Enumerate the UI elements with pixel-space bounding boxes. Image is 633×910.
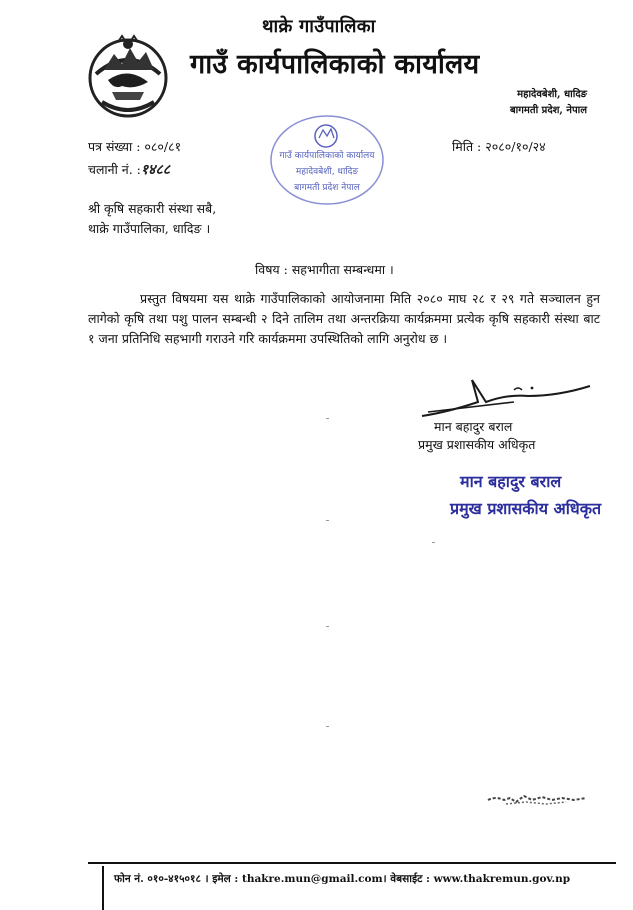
name-stamp: मान बहादुर बराल <box>460 472 562 491</box>
letter-date: मिति : २०८०/१०/२४ <box>452 139 546 154</box>
address-line-1: महादेवबेशी, धादिङ <box>517 89 587 100</box>
signatory-name: मान बहादुर बराल <box>434 419 513 434</box>
scan-dot <box>326 626 329 627</box>
footer-divider <box>88 862 616 864</box>
municipality-name: थाक्रे गाउँपालिका <box>262 16 376 37</box>
scan-dot <box>432 542 435 543</box>
reference-number: पत्र संख्या : ०८०/८१ <box>88 139 182 154</box>
recipient-line-2: थाक्रे गाउँपालिका, धादिङ । <box>88 221 211 236</box>
scan-smudge <box>486 788 592 810</box>
footer-contact: फोन नं. ०१०-४१५०१८ । इमेल : thakre.mun@gmail.com। वेबसाईट : www.thakremun.gov.np <box>114 873 571 885</box>
scan-dot <box>326 726 329 727</box>
office-stamp-line-3: बागमती प्रदेश नेपाल <box>294 183 360 193</box>
office-stamp-line-1: गाउँ कार्यपालिकाको कार्यालय <box>279 151 375 161</box>
dispatch-label: चलानी नं. : <box>88 162 141 177</box>
scan-dot <box>326 418 329 419</box>
office-stamp <box>266 110 388 210</box>
signature <box>418 372 598 424</box>
scan-dot <box>326 520 329 521</box>
address-line-2: बागमती प्रदेश, नेपाल <box>509 105 587 116</box>
letter-body: प्रस्तुत विषयमा यस थाक्रे गाउँपालिकाको आयोजनामा मिति २०८० माघ २८ र २९ गते सञ्चालन हुन लागेको कृषि तथा पशु पालन सम्बन्धी २ दिने तालिम तथा अन्तरक्रिया कार्यक्रममा प्रत्येक कृषि सहकारी संस्था बाट १ जना प्रतिनिधि सहभागी गराउने गरि कार्यक्रममा उपस्थितिको लागि अनुरोध छ । <box>88 291 600 346</box>
office-title: गाउँ कार्यपालिकाको कार्यालय <box>190 49 480 80</box>
title-stamp: प्रमुख प्रशासकीय अधिकृत <box>450 499 602 518</box>
office-stamp-line-2: महादेवबेशी, धादिङ <box>295 167 359 177</box>
dispatch-value: १४८८ <box>140 162 171 178</box>
footer-side-bar <box>102 866 104 910</box>
letter-subject: विषय : सहभागीता सम्बन्धमा । <box>255 262 394 277</box>
dispatch-number <box>88 160 170 179</box>
government-emblem <box>82 30 174 122</box>
signatory-title: प्रमुख प्रशासकीय अधिकृत <box>418 437 536 452</box>
recipient-line-1: श्री कृषि सहकारी संस्था सबै, <box>88 201 217 216</box>
